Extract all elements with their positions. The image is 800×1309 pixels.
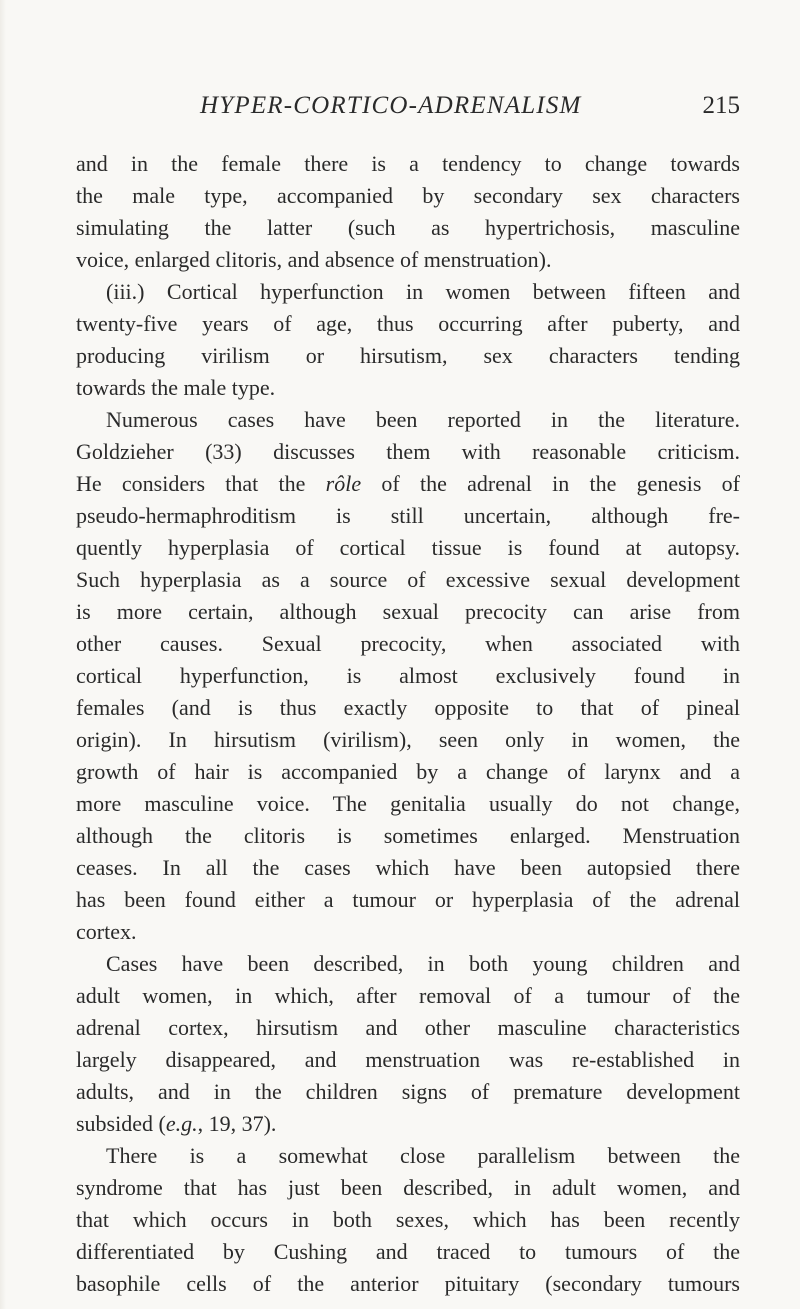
text-line: cortex.: [76, 919, 137, 944]
text-line: is more certain, although sexual precocity can arise from: [76, 599, 740, 624]
text-line: differentiated by Cushing and traced to tumours of the: [76, 1239, 740, 1264]
italic-term: e.g.: [165, 1111, 198, 1136]
text-line: that which occurs in both sexes, which has been recently: [76, 1207, 740, 1232]
text-line: ceases. In all the cases which have been autopsied there: [76, 855, 740, 880]
page-edge-shadow: [0, 0, 6, 1309]
text-line: towards the male type.: [76, 375, 276, 400]
text-line: Numerous cases have been reported in the literature.: [106, 407, 740, 432]
text-line: has been found either a tumour or hyperplasia of the adrenal: [76, 887, 740, 912]
text-line: quently hyperplasia of cortical tissue is found at autopsy.: [76, 535, 740, 560]
text-line: adults, and in the children signs of premature development: [76, 1079, 740, 1104]
text-line: There is a somewhat close parallelism between the: [106, 1143, 740, 1168]
page-number: 215: [702, 92, 740, 119]
text-line: (iii.) Cortical hyperfunction in women between fifteen and: [106, 279, 740, 304]
text-line: adult women, in which, after removal of a tumour of the: [76, 983, 740, 1008]
text-segment: of the adrenal in the genesis of: [361, 471, 740, 496]
text-line: origin). In hirsutism (virilism), seen only in women, the: [76, 727, 740, 752]
text-segment: , 19, 37).: [197, 1111, 277, 1136]
text-line: [76, 1108, 740, 1140]
body-text: [76, 148, 740, 1300]
text-line: producing virilism or hirsutism, sex characters tending: [76, 343, 740, 368]
text-line: largely disappeared, and menstruation was re-established in: [76, 1047, 740, 1072]
text-line: Cases have been described, in both young children and: [106, 951, 740, 976]
text-line: females (and is thus exactly opposite to that of pineal: [76, 695, 740, 720]
text-line: cortical hyperfunction, is almost exclusively found in: [76, 663, 740, 688]
text-segment: He considers that the: [76, 471, 326, 496]
text-line: adrenal cortex, hirsutism and other masculine characteristics: [76, 1015, 740, 1040]
text-line: other causes. Sexual precocity, when associated with: [76, 631, 740, 656]
text-line: growth of hair is accompanied by a change of larynx and a: [76, 759, 740, 784]
text-line: syndrome that has just been described, in adult women, and: [76, 1175, 740, 1200]
text-line: twenty-five years of age, thus occurring after puberty, and: [76, 311, 740, 336]
text-line: Such hyperplasia as a source of excessive sexual development: [76, 567, 740, 592]
text-line: simulating the latter (such as hypertrichosis, masculine: [76, 215, 740, 240]
text-line: [76, 468, 740, 500]
italic-term: rôle: [325, 471, 362, 496]
text-line: pseudo-hermaphroditism is still uncertain, although fre-: [76, 503, 740, 528]
running-head: [76, 92, 740, 128]
text-line: although the clitoris is sometimes enlarged. Menstruation: [76, 823, 740, 848]
text-line: Goldzieher (33) discusses them with reasonable criticism.: [76, 439, 740, 464]
text-line: the male type, accompanied by secondary sex characters: [76, 183, 740, 208]
text-line: and in the female there is a tendency to change towards: [76, 151, 740, 176]
text-line: basophile cells of the anterior pituitary (secondary tumours: [76, 1271, 740, 1296]
running-title: HYPER-CORTICO-ADRENALISM: [200, 92, 582, 119]
text-line: more masculine voice. The genitalia usually do not change,: [76, 791, 740, 816]
text-segment: subsided (: [76, 1111, 166, 1136]
text-line: voice, enlarged clitoris, and absence of menstruation).: [76, 247, 552, 272]
